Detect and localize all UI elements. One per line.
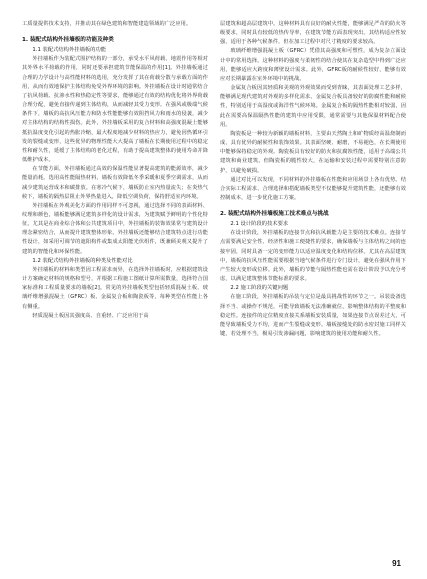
subsection-2-2-heading: 2.2 施工阶段的关键问题 [230,285,289,292]
paragraph: 轻质混凝土板因其强度高、自重轻、广泛应用于高 [32,312,149,319]
page-number: 91 [392,559,401,568]
paragraph: 层建筑和超高层建筑中。这种材料具有良好的耐火性能，能够满足严苛的防火等级要求，同时具有较低的热传导率，在建筑节能方面表现突出。其结构适应性较强，适用于各种气候条件，但在加工过程中对尺寸精度的要求较高。 [220,21,406,46]
paragraph: 外挂墙板的材料和类型因工程需求而异，在选择外挂墙板时，应根据建筑设计方案确定材料的规格和型号，并根据工程施工图纸计算所需数量，选择符合国家标准和工程质量要求的墙板[2]。常见的外挂墙板类型包括轻质混凝土板、玻璃纤维增强混凝土（GFRC）板、金属复合板和陶瓷板等，每种类型在性能上各有侧重。 [22,266,208,310]
paragraph: 外挂墙板在外观美化方面的作用同样不可忽视，通过选择不同的表面材料、纹理和颜色，墙板能够满足建筑多样化的设计需求，为建筑赋予鲜明的个性化特征。尤其是在商业综合体和公共建筑项目中，外挂墙板的装饰效果常与建筑设计理念紧密结合，从而提升建筑整体形象。外挂墙板还能够结合建筑特点进行功能性设计，如采用可调节的遮阳构件或集成太阳能光伏组件，既兼顾美观又提升了建筑的智能化和环保性能。 [22,202,208,255]
subsection-1-1-heading: 1.1 装配式结构外挂墙板的功能 [32,47,107,54]
subsection-2-1-heading: 2.1 设计阶段的技术要求 [230,221,289,228]
paragraph: 在施工阶段，外挂墙板的吊装与定位是最具挑战性的环节之一。吊装设备选择不当、或操作不规范，可能导致墙板无法准确就位，影响整体结构的平整度和稳定性。连接件的定位精度直接关系墙板安装质量，如果连接节点误差过大，可能导致墙板受力不均，进而产生裂缝或变形。墙板接缝处的防水密封施工同样关键，若处理不当，极易引发渗漏问题，影响建筑的使用功能和耐久性。 [220,294,406,337]
paragraph: 在节能方面，外挂墙板通过高效的保温性能显著提高建筑的能源效率，减少能量消耗。选用高性能隔热材料，墙板有效降低冬季采暖和夏季空调需求，从而减少建筑运营成本和碳排放。在寒冷气候下，墙板防止室内热量流失；在炎热气候下，墙板的隔热层阻止外界热量进入，降低空调负荷，保持舒适室内环境。 [22,166,208,200]
paragraph: 金属复合板因其轻质和美观的外观效果而受到青睐，其表面处理工艺多样，能够满足现代建筑对外观的多样化需求。金属复合板具备较好的防腐性能和耐候性，特别适用于高湿度或海洋性气候环境。金属复合板的隔热性能相对较弱，因此在需要高保温隔热性能的建筑中应用受限，通常需要与其他保温材料配合使用。 [220,85,406,128]
subsection-1-2-heading: 1.2 装配式结构外挂墙板的种类及性能对比 [32,257,133,264]
section-2-heading: 2. 装配式结构外挂墙板施工技术难点与挑战 [220,211,329,218]
intro-paragraph: 工质量提供技术支持，并推动其在绿色建筑和智能建造领域的广泛应用。 [22,21,192,27]
paragraph: 玻璃纤维增强混凝土板（GFRC）凭借其高强度和可塑性，成为复杂立面设计中的常用选择。这种材料的强度与柔韧性的结合使其在复杂造型中得到广泛应用，能够适应大跨度和薄壁设计需求。此外，GFRC板的耐候性较好，能够有效应对长期暴露在室外环境中的挑战。 [220,48,406,82]
paragraph: 在设计阶段，外挂墙板的连接节点和抗风载能力是主要的技术难点。连接节点需要满足安全性、经济性和施工便捷性的要求，确保墙板与主体结构之间的连接牢固，同时具备一定的变形能力以适应温度变化和结构位移。尤其在高层建筑中，墙板的抗风压性能需要根据当地气候条件进行专门设计，避免在强风作用下产生较大变形或位移。此外，墙板的节能与隔热性能也需在设计阶段予以充分考虑，以满足建筑整体节能标准的要求。 [220,230,406,283]
paragraph: 外挂墙板作为装配式围护结构的一部分，承受水平风荷载、地震作用等相对其外界水平荷载的作用，同时还要承担建筑节能保温的作用[1]。外挂墙板通过合理的力学设计与高性能材料的选用，充分发挥了其在荷载分散与承载方面的作用，从而有效地保护主体结构免受外界环境的影响。外挂墙板在设计时通常结合了抗风荷载、抗渗水性和热稳定性等要求，能够通过有效的结构优化将外界荷载合理分配，避免直接传递到主体结构，从而减轻其受力变形。在强风或极端气候条件下，墙板的高抗风压能力和防水性能能够有效阻挡风力和雨水的侵袭，减少对主体结构的结构性损伤。此外，外挂墙板采用的复合材料和高强度混凝土能够抵抗温度变化引起的热胀冷缩，最大程度地减少材料的热应力，避免因热循环引发的裂缝或变形，这些优异的物理性能大大提高了墙板在长期使用过程中的稳定性和耐久性，延缓了主体结构的老化过程，有助于提高建筑整体的使用寿命并降低维护成本。 [22,56,208,164]
paragraph: 陶瓷板是一种较为新颖的墙板材料，主要由天然陶土和矿物质经高温烧制而成，具有优异的耐候性和装饰效果。其表面坚硬、耐磨，不易褪色，在长期使用中能够保持稳定的外观。陶瓷板具有较好的防火和抗腐蚀性能，适用于高端公共建筑和商业建筑。但陶瓷板的脆性较大，在运输和安装过程中需要特别注意防护，以避免破损。 [220,130,406,174]
right-column [220,20,406,339]
paragraph: 通过对比可以发现，不同材料的外挂墙板在性能和应用场景上各有优势。结合实际工程需求、合理选择和搭配墙板类型不仅能够提升建筑性能，还能够有效控制成本，进一步优化施工方案。 [220,176,406,201]
left-column [22,20,208,321]
section-1-heading: 1. 装配式结构外挂墙板的功能及种类 [22,37,114,44]
